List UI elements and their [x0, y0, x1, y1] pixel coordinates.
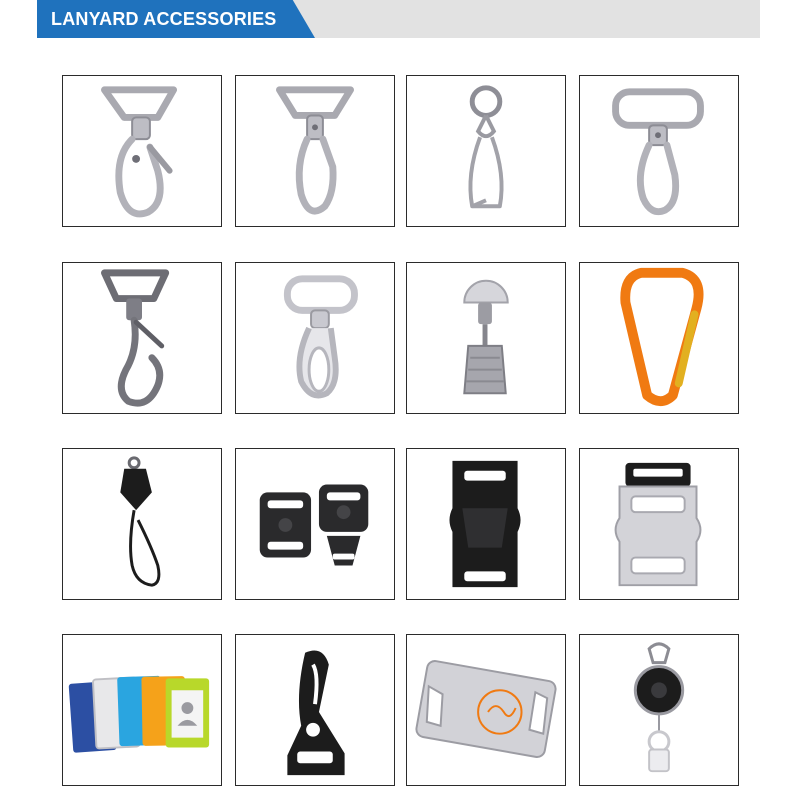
product-tile[interactable] — [235, 75, 395, 227]
swivel-snap-hook-icon — [236, 76, 394, 226]
swivel-snap-hook-wide-ring-icon — [580, 76, 738, 226]
product-tile[interactable] — [62, 634, 222, 786]
black-plastic-hook-icon — [236, 635, 394, 785]
product-tile[interactable] — [62, 448, 222, 600]
product-tile[interactable] — [406, 448, 566, 600]
product-tile[interactable] — [406, 634, 566, 786]
orange-carabiner-icon — [580, 263, 738, 413]
product-tile[interactable] — [62, 75, 222, 227]
clip-hook-icon — [407, 263, 565, 413]
wire-hook-icon — [407, 76, 565, 226]
page-title: LANYARD ACCESSORIES — [51, 9, 277, 29]
product-tile[interactable] — [62, 262, 222, 414]
metal-release-buckle-icon — [580, 449, 738, 599]
bottle-opener-icon — [407, 635, 565, 785]
swivel-snap-hook-d-ring-icon — [63, 76, 221, 226]
id-card-holders-icon — [63, 635, 221, 785]
black-release-buckle-icon — [407, 449, 565, 599]
dark-swivel-hook-icon — [63, 263, 221, 413]
product-tile[interactable] — [235, 448, 395, 600]
product-tile[interactable] — [406, 262, 566, 414]
product-tile[interactable] — [235, 262, 395, 414]
product-tile[interactable] — [579, 634, 739, 786]
oval-swivel-hook-icon — [236, 263, 394, 413]
product-tile[interactable] — [406, 75, 566, 227]
badge-reel-icon — [580, 635, 738, 785]
phone-strap-icon — [63, 449, 221, 599]
product-tile[interactable] — [579, 448, 739, 600]
breakaway-buckle-icon — [236, 449, 394, 599]
product-tile[interactable] — [235, 634, 395, 786]
product-tile[interactable] — [579, 262, 739, 414]
product-tile[interactable] — [579, 75, 739, 227]
